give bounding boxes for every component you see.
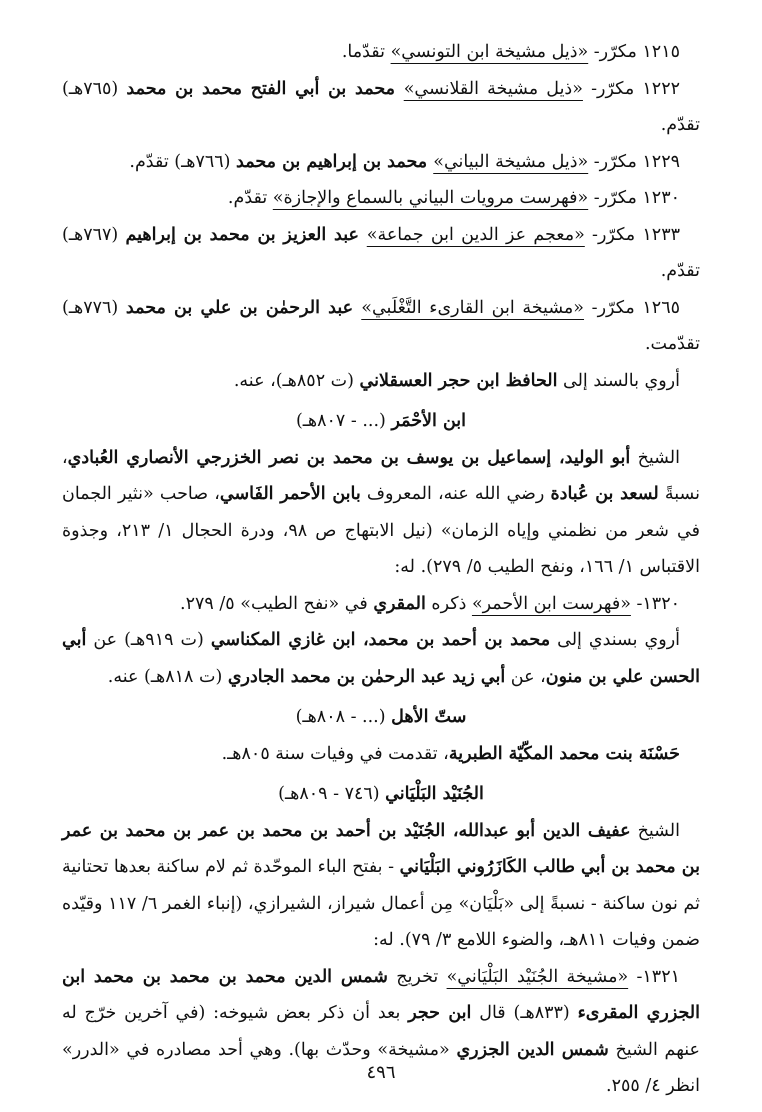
bio-text: الشيخ [630, 447, 680, 468]
entry-tail: تقدّما. [341, 42, 391, 62]
sanad-name: محمد بن أحمد بن محمد، ابن غازي المكناسي [210, 630, 551, 650]
biography-ibn-al-ahmar [62, 440, 700, 586]
source-title: «فهرست ابن الأحمر» [471, 593, 631, 614]
sanad-text: ، عن [505, 666, 546, 687]
entry-number: ١٢٣٣ مكرّر- [584, 224, 680, 245]
source-title: «فهرست مرويات البياني بالسماع والإجازة» [272, 188, 589, 208]
author-name: المقري [373, 593, 426, 614]
entry-1230 [62, 180, 700, 217]
bio-text: ، نسبةً [62, 447, 700, 504]
sanad-ibn-hajar [62, 363, 700, 400]
sanad-text: أروي بسندي إلى [550, 630, 681, 650]
sanad-tail: (ت ٨٥٢هـ)، عنه. [233, 370, 360, 391]
entry-tail: (٧٦٥هـ) تقدّم. [62, 78, 700, 135]
entry-tail: (٧٧٦هـ) تقدّمت. [62, 297, 700, 354]
entry-number: ١٣٢١- [628, 966, 680, 987]
entry-text: بعد أن ذكر بعض شيوخه: (في آخرين خرّج له عنهم الشيخ [62, 1003, 700, 1060]
bio-name: عفيف الدين أبو عبدالله، الجُنَيْد بن أحمد بن محمد بن عمر بن محمد بن عمر بن محمد بن أبي طالب الكَازَرُوني البَلْيَاني [62, 820, 700, 877]
entry-1265 [62, 290, 700, 363]
author-name: شمس الدين محمد بن محمد بن محمد ابن الجزري المقرىء [62, 966, 700, 1023]
author-name: محمد بن إبراهيم بن محمد [236, 151, 434, 172]
entry-tail: (٧٦٧هـ) تقدّم. [62, 224, 700, 281]
entry-1215 [62, 34, 700, 71]
entry-number: ١٢٣٠ مكرّر- [588, 188, 680, 208]
bio-text: ، صاحب «نثير الجمان في شعر من نظمني وإياه الزمان» (نيل الابتهاج ص ٩٨، ودرة الحجال ١/ ٢١٣، وجذوة الاقتباس ١/ ١٦٦، ونفح الطيب ٥/ ٢٧٩). له: [62, 484, 700, 577]
author-name: عبد العزيز بن محمد بن إبراهيم [125, 224, 367, 245]
page-number: ٤٩٦ [366, 1062, 396, 1083]
sanad-name: الحافظ ابن حجر العسقلاني [359, 370, 558, 391]
heading-name: الجُنَيْد البَلْيَاني [385, 784, 484, 804]
bio-text: ، تقدمت في وفيات سنة ٨٠٥هـ. [221, 743, 449, 764]
entry-1229 [62, 144, 700, 181]
entry-text: (٨٣٣هـ) قال [471, 1003, 578, 1023]
entry-number: ١٢١٥ مكرّر- [588, 42, 680, 62]
bio-name: أبو الوليد، إسماعيل بن يوسف بن محمد بن نصر الخزرجي الأنصاري العُبادي [67, 447, 631, 468]
heading-dates: (... - ٨٠٧هـ) [295, 411, 392, 431]
entry-tail: «مشيخة» وحدّث بها). وهي أحد مصادره في «الدرر» انظر ٤/ ٢٥٥. [62, 1039, 700, 1096]
bio-text: الشيخ [630, 820, 680, 841]
entry-text: تخريج [387, 966, 447, 987]
entry-1320 [62, 586, 700, 623]
entry-text: ذكره [425, 593, 472, 614]
entry-1222 [62, 71, 700, 144]
sanad-tail: (ت ٨١٨هـ) عنه. [107, 666, 228, 687]
heading-sitt-al-ahl [62, 699, 700, 736]
source-title: «معجم عز الدين ابن جماعة» [366, 224, 585, 245]
sanad-text: (ت ٩١٩هـ) عن [86, 630, 211, 650]
bio-text: - بفتح الباء الموحّدة ثم لام ساكنة بعدها تحتانية ثم نون ساكنة - نسبةً إلى «بَلْيَان» مِن أعمال شيراز، الشيرازي، (إنباء الغمر ٦/ ١١٧ وقيّده ضمن وفيات ٨١١هـ، والضوء اللامع ٣/ ٧٩). له: [62, 857, 701, 950]
entry-tail: في «نفح الطيب» ٥/ ٢٧٩. [180, 593, 374, 614]
biography-al-junayd [62, 813, 700, 959]
author-name: شمس الدين الجزري [456, 1039, 609, 1060]
author-name: عبد الرحمٰن بن علي بن محمد [125, 297, 362, 318]
entry-number: ١٢٦٥ مكرّر- [584, 297, 681, 318]
entry-tail: تقدّم. [227, 188, 273, 208]
sanad-name: أبي الحسن علي بن منون [62, 630, 700, 687]
sanad-text: أروي بالسند إلى [557, 370, 680, 391]
source-title: «مشيخة ابن القارىء التَّغْلَبي» [361, 297, 585, 318]
author-name: محمد بن أبي الفتح محمد بن محمد [126, 78, 404, 99]
source-title: «ذيل مشيخة القلانسي» [403, 78, 583, 99]
bio-name: بابن الأحمر الفَاسي [219, 484, 361, 504]
page-body [62, 34, 700, 1105]
heading-name: ابن الأحْمَر [391, 411, 467, 431]
heading-name: ستّ الأهل [391, 707, 467, 727]
source-title: «ذيل مشيخة البياني» [433, 151, 589, 172]
heading-ibn-al-ahmar [62, 403, 700, 440]
heading-dates: (٧٤٦ - ٨٠٩هـ) [278, 784, 386, 804]
sanad-ibn-ghazi [62, 622, 700, 695]
author-name: ابن حجر [408, 1003, 472, 1023]
entry-1233 [62, 217, 700, 290]
entry-number: ١٢٢٢ مكرّر- [582, 78, 680, 99]
bio-text: رضي الله عنه، المعروف [360, 484, 551, 504]
entry-number: ١٣٢٠- [630, 593, 680, 614]
entry-tail: (٧٦٦هـ) تقدّم. [129, 151, 237, 172]
heading-al-junayd [62, 776, 700, 813]
sanad-name: أبي زيد عبد الرحمٰن بن محمد الجادري [227, 666, 506, 687]
biography-sitt-al-ahl [62, 736, 700, 773]
bio-name: حَسْنَة بنت محمد المكّيّة الطبرية [448, 743, 680, 764]
heading-dates: (... - ٨٠٨هـ) [295, 707, 392, 727]
bio-name: لسعد بن عُبادة [550, 484, 659, 504]
source-title: «مشيخة الجُنَيْد البَلْيَاني» [446, 966, 629, 987]
source-title: «ذيل مشيخة ابن التونسي» [390, 42, 589, 62]
entry-number: ١٢٢٩ مكرّر- [588, 151, 680, 172]
